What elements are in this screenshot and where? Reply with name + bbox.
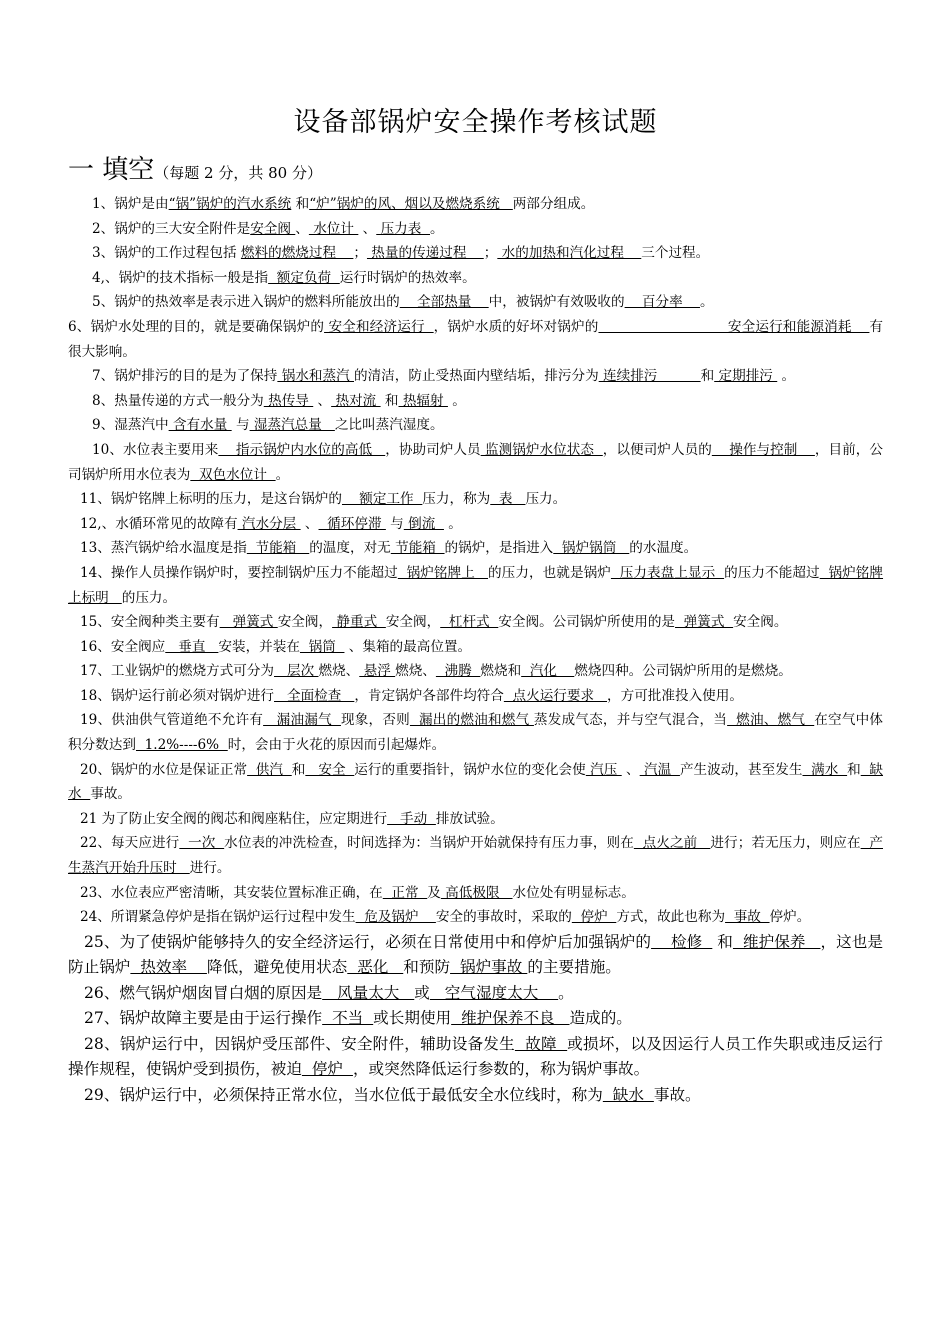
answer-blank: 手动 [387, 810, 436, 827]
question-text: 、 [295, 220, 309, 237]
question-1 [68, 192, 883, 217]
question-text: 23、水位表应严密清晰，其安装位置标准正确，在 [80, 884, 383, 901]
question-text: 14、操作人员操作锅炉时，要控制锅炉压力不能超过 [80, 564, 398, 581]
question-text: 安全阀。公司锅炉所使用的是 [498, 614, 676, 631]
answer-blank: 静重式 [332, 614, 386, 631]
question-text: ； [483, 245, 498, 262]
question-text: 现象，否则 [340, 712, 410, 729]
answer-blank: 燃油、燃气 [727, 712, 815, 729]
question-text: 。 [558, 983, 574, 1002]
question-text: 降低，避免使用状态 [206, 958, 348, 977]
question-text: 12,、水循环常见的故障有 [80, 515, 238, 532]
question-text: 的压力不能超过 [724, 564, 820, 581]
question-29 [68, 1083, 883, 1109]
answer-blank: 漏油漏气 [263, 712, 341, 729]
answer-blank: 锅炉铭牌上标明 [68, 564, 884, 606]
answer-blank: 汽水分层 [237, 515, 301, 532]
question-text: 、 [358, 220, 377, 237]
question-text: 1、锅炉是由 [92, 196, 169, 212]
question-text: 29、锅炉运行中，必须保持正常水位，当水位低于最低安全水位线时，称为 [84, 1085, 603, 1104]
answer-blank: 不当 [322, 1009, 374, 1028]
question-text: 9、湿蒸汽中 [92, 417, 169, 434]
question-text: 。 [430, 220, 444, 237]
question-text: 燃烧、 [318, 663, 360, 680]
question-text: 3、锅炉的工作过程包括 [92, 245, 241, 262]
question-24 [68, 905, 883, 930]
answer-blank: 锅炉事故 [450, 958, 528, 977]
question-text: 的水温度。 [629, 540, 698, 557]
question-22 [68, 831, 883, 880]
answer-blank: 安全和经济运行 [324, 318, 434, 335]
question-text: ，锅炉水质的好坏对锅炉的 [433, 318, 599, 335]
question-text: 水位处有明显标志。 [512, 884, 635, 901]
question-text: 安全的事故时，采取的 [435, 909, 572, 926]
question-18 [68, 684, 883, 709]
question-text: 或 [414, 983, 430, 1002]
question-text: 22、每天应进行 [80, 835, 180, 852]
question-text: 。 [443, 515, 462, 532]
question-text: 25、为了使锅炉能够持久的安全经济运行，必须在日常使用中和停炉后加强锅炉的 [84, 932, 652, 951]
question-text: 造成的。 [569, 1009, 632, 1028]
section-heading [68, 149, 883, 186]
question-2 [68, 217, 883, 242]
question-text: 运行的重要指针，锅炉水位的变化会使 [354, 761, 586, 778]
answer-blank: 故障 [514, 1034, 568, 1053]
question-text: 的主要措施。 [527, 958, 621, 977]
question-text: 21 为了防止安全阀的阀芯和阀座粘住，应定期进行 [80, 810, 388, 827]
answer-blank: 循环停滞 [318, 515, 386, 532]
answer-blank: 含有水量 [168, 417, 232, 434]
question-text: 压力。 [525, 491, 567, 508]
question-text: 或损坏，以及因运行人员工作失职或违反运行操作规程，使锅炉受到损伤，被迫 [68, 1034, 883, 1079]
question-text: 与 [231, 417, 250, 434]
answer-blank: 漏出的燃油和燃气 [409, 712, 534, 729]
question-3 [68, 241, 883, 266]
answer-blank: 全面检查 [274, 687, 355, 704]
question-text: 和 [847, 761, 861, 778]
question-14 [68, 561, 883, 610]
question-text: 27、锅炉故障主要是由于运行操作 [84, 1009, 323, 1028]
question-text: 、集箱的最高位置。 [344, 638, 472, 655]
answer-blank: 垂直 [165, 638, 219, 655]
answer-blank: 高低极限 [440, 884, 513, 901]
question-text: 28、锅炉运行中，因锅炉受压部件、安全附件，辅助设备发生 [84, 1034, 515, 1053]
answer-blank: 锅炉铭牌上 [397, 564, 489, 581]
answer-blank: 水位计 [308, 220, 359, 237]
question-text: 安全阀， [385, 614, 441, 631]
answer-blank: 双色水位计 [190, 466, 276, 483]
question-text: 产生波动，甚至发生 [679, 761, 803, 778]
question-text: 排放试验。 [435, 810, 504, 827]
question-text: ，肯定锅炉各部件均符合 [354, 687, 504, 704]
question-text: ，这也是防止锅炉 [68, 932, 883, 977]
question-text: 、 [300, 515, 319, 532]
answer-blank: 锅水和蒸汽 [277, 368, 354, 385]
answer-blank: 恶化 [347, 958, 404, 977]
question-text: 事故。 [653, 1085, 701, 1104]
answer-blank: 安全阀 [250, 220, 296, 237]
question-26 [68, 981, 883, 1007]
question-text: 两部分组成。 [512, 196, 595, 212]
document-page [68, 100, 883, 1108]
answer-blank: 维护保养不良 [451, 1009, 570, 1028]
question-11 [68, 487, 883, 512]
question-text: 11、锅炉铭牌上标明的压力，是这台锅炉的 [80, 491, 342, 508]
answer-blank: 1.2%----6% [135, 737, 228, 754]
question-8 [68, 389, 883, 414]
answer-blank: 一次 [179, 835, 225, 852]
question-10 [68, 438, 883, 487]
question-text: 的清洁，防止受热面内壁结垢，排污分为 [354, 368, 599, 385]
answer-blank: 热辐射 [398, 392, 448, 409]
question-text: 13、蒸汽锅炉给水温度是指 [80, 540, 247, 557]
answer-blank: 额定工作 [341, 491, 423, 508]
question-text: 4,、锅炉的技术指标一般是指 [92, 269, 269, 286]
answer-blank: 满水 [802, 761, 848, 778]
question-text: 的压力。 [121, 589, 177, 606]
question-4 [68, 266, 883, 291]
answer-blank: 压力表盘上显示 [610, 564, 725, 581]
question-16 [68, 635, 883, 660]
answer-blank: 沸腾 [435, 663, 481, 680]
answer-blank: 产生蒸汽开始升压时 [68, 835, 883, 877]
answer-blank: 燃料的燃烧过程 [240, 245, 354, 262]
question-text: 安全阀。 [733, 614, 788, 631]
question-9 [68, 413, 883, 438]
question-text: 24、所谓紧急停炉是指在锅炉运行过程中发生 [80, 909, 356, 926]
answer-blank: “锅”锅炉的汽水系统 [168, 196, 292, 212]
question-text: 和 [712, 932, 733, 951]
document-title: 设备部锅炉安全操作考核试题 [293, 107, 658, 138]
question-text: 15、安全阀种类主要有 [80, 614, 220, 631]
question-text: 或长期使用 [373, 1009, 452, 1028]
answer-blank: 水的加热和汽化过程 [497, 245, 642, 262]
question-text: 的温度，对无 [309, 540, 391, 557]
question-text: 三个过程。 [641, 245, 710, 262]
question-text: 的锅炉，是指进入 [444, 540, 554, 557]
answer-blank: 供汽 [247, 761, 292, 778]
question-text: 和 [380, 392, 399, 409]
answer-blank: 热对流 [331, 392, 381, 409]
answer-blank: 点火运行要求 [503, 687, 608, 704]
question-text: ，或突然降低运行参数的，称为锅炉事故。 [352, 1060, 650, 1079]
question-text: 压力，称为 [422, 491, 491, 508]
question-text: 水位表的冲洗检查，时间选择为：当锅炉开始就保持有压力事，则在 [224, 835, 634, 852]
answer-blank: 节能箱 [246, 540, 310, 557]
question-text: 进行；若无压力，则应在 [710, 835, 861, 852]
answer-blank: 危及锅炉 [355, 909, 436, 926]
question-text: 。 [777, 368, 796, 385]
question-text: 燃烧、 [395, 663, 436, 680]
answer-blank: 杠杆式 [440, 614, 499, 631]
question-text: 16、安全阀应 [80, 638, 166, 655]
question-7 [68, 364, 883, 389]
answer-blank: 空气湿度太大 [429, 983, 559, 1002]
answer-blank: 层次 [274, 663, 319, 680]
answer-blank: 安全运行和能源消耗 [598, 318, 870, 335]
question-text: 6、锅炉水处理的目的，就是要确保锅炉的 [68, 318, 325, 335]
question-12 [68, 512, 883, 537]
question-text: ，以便司炉人员的 [602, 441, 712, 458]
question-text: 、 [313, 392, 332, 409]
answer-blank: 热传导 [263, 392, 314, 409]
answer-blank: 定期排污 [714, 368, 778, 385]
answer-blank: 表 [490, 491, 526, 508]
question-text: 有很大影响。 [68, 318, 884, 360]
question-23 [68, 881, 883, 906]
question-text: 燃烧四种。公司锅炉所用的是燃烧。 [574, 663, 792, 680]
question-text: 与 [385, 515, 404, 532]
answer-blank: 锅筒 [299, 638, 345, 655]
question-text: 26、燃气锅炉烟囱冒白烟的原因是 [84, 983, 323, 1002]
question-list [68, 192, 883, 1108]
answer-blank: 操作与控制 [711, 441, 815, 458]
answer-blank: 百分率 [624, 294, 700, 311]
answer-blank: 指示锅炉内水位的高低 [218, 441, 386, 458]
question-text: 中，被锅炉有效吸收的 [488, 294, 625, 311]
question-text: 及 [427, 884, 441, 901]
answer-blank: 汽温 [639, 761, 680, 778]
question-5 [68, 290, 883, 315]
answer-blank: 悬浮 [359, 663, 396, 680]
question-text: 方式，故此也称为 [616, 909, 726, 926]
answer-blank: 汽压 [585, 761, 622, 778]
question-text: 19、供油供气管道绝不允许有 [80, 712, 264, 729]
question-text: 进行。 [189, 860, 231, 877]
question-text: 安装，并装在 [218, 638, 300, 655]
answer-blank: 热量的传递过程 [366, 245, 484, 262]
question-text: ，协助司炉人员 [385, 441, 481, 458]
question-text: 17、工业锅炉的燃烧方式可分为 [80, 663, 275, 680]
question-text: 和 [291, 196, 310, 212]
answer-blank: 停炉 [301, 1060, 353, 1079]
question-text: 7、锅炉排污的目的是为了保持 [92, 368, 278, 385]
answer-blank: 弹簧式 [219, 614, 278, 631]
question-text: 事故。 [90, 786, 132, 803]
question-text: 。 [447, 392, 466, 409]
question-text: 之比叫蒸汽湿度。 [334, 417, 444, 434]
question-text: 10、水位表主要用来 [92, 441, 219, 458]
question-21 [68, 807, 883, 832]
question-text: 和 [700, 368, 715, 385]
answer-blank: 安全 [305, 761, 355, 778]
answer-blank: 压力表 [376, 220, 430, 237]
question-text: 燃烧和 [480, 663, 522, 680]
question-13 [68, 536, 883, 561]
question-text: 安全阀， [277, 614, 333, 631]
answer-blank: 锅炉锅筒 [553, 540, 630, 557]
question-27 [68, 1006, 883, 1032]
question-text: 2、锅炉的三大安全附件是 [92, 220, 251, 237]
answer-blank: 正常 [382, 884, 428, 901]
question-text: 20、锅炉的水位是保证正常 [80, 761, 248, 778]
question-text: 和预防 [403, 958, 451, 977]
answer-blank: 全部热量 [399, 294, 489, 311]
answer-blank: 事故 [725, 909, 770, 926]
section-scoring-note: （每题 2 分，共 80 分） [154, 164, 322, 182]
answer-blank: 弹簧式 [675, 614, 734, 631]
question-text: 蒸发成气态，并与空气混合，当 [533, 712, 728, 729]
answer-blank: 维护保养 [732, 932, 821, 951]
question-text: 。 [699, 294, 714, 311]
question-28 [68, 1032, 883, 1083]
answer-blank: 节能箱 [390, 540, 445, 557]
question-25 [68, 930, 883, 981]
answer-blank: 倒流 [403, 515, 444, 532]
question-17 [68, 659, 883, 684]
answer-blank: 风量太大 [322, 983, 415, 1002]
answer-blank: 额定负荷 [268, 269, 340, 286]
answer-blank: “炉”锅炉的风、烟以及燃烧系统 [309, 196, 513, 212]
question-text: ，方可批准投入使用。 [607, 687, 743, 704]
question-text: 和 [291, 761, 306, 778]
question-text: 8、热量传递的方式一般分为 [92, 392, 264, 409]
answer-blank: 监测锅炉水位状态 [480, 441, 603, 458]
question-text: ，目前，公司锅炉所用水位表为 [68, 441, 883, 483]
question-text: 的压力，也就是锅炉 [488, 564, 611, 581]
answer-blank: 缺水 [68, 761, 884, 803]
question-text: 时，会由于火花的原因而引起爆炸。 [227, 737, 446, 754]
question-text: 18、锅炉运行前必须对锅炉进行 [80, 687, 275, 704]
question-15 [68, 610, 883, 635]
question-text: 停炉。 [769, 909, 811, 926]
answer-blank: 湿蒸汽总量 [249, 417, 335, 434]
answer-blank: 连续排污 [598, 368, 701, 385]
answer-blank: 点火之前 [633, 835, 711, 852]
question-20 [68, 758, 883, 807]
question-text: 5、锅炉的热效率是表示进入锅炉的燃料所能放出的 [92, 294, 400, 311]
question-text: 在空气中体积分数达到 [68, 712, 884, 754]
answer-blank: 汽化 [521, 663, 575, 680]
section-title: 一 填空 [68, 155, 155, 185]
answer-blank: 检修 [651, 932, 713, 951]
question-text: 运行时锅炉的热效率。 [339, 269, 476, 286]
question-text: 。 [275, 466, 290, 483]
answer-blank: 停炉 [571, 909, 617, 926]
question-6 [68, 315, 883, 364]
question-text: 、 [621, 761, 640, 778]
question-text: ； [353, 245, 367, 262]
answer-blank: 热效率 [130, 958, 207, 977]
question-19 [68, 708, 883, 757]
answer-blank: 缺水 [602, 1085, 654, 1104]
